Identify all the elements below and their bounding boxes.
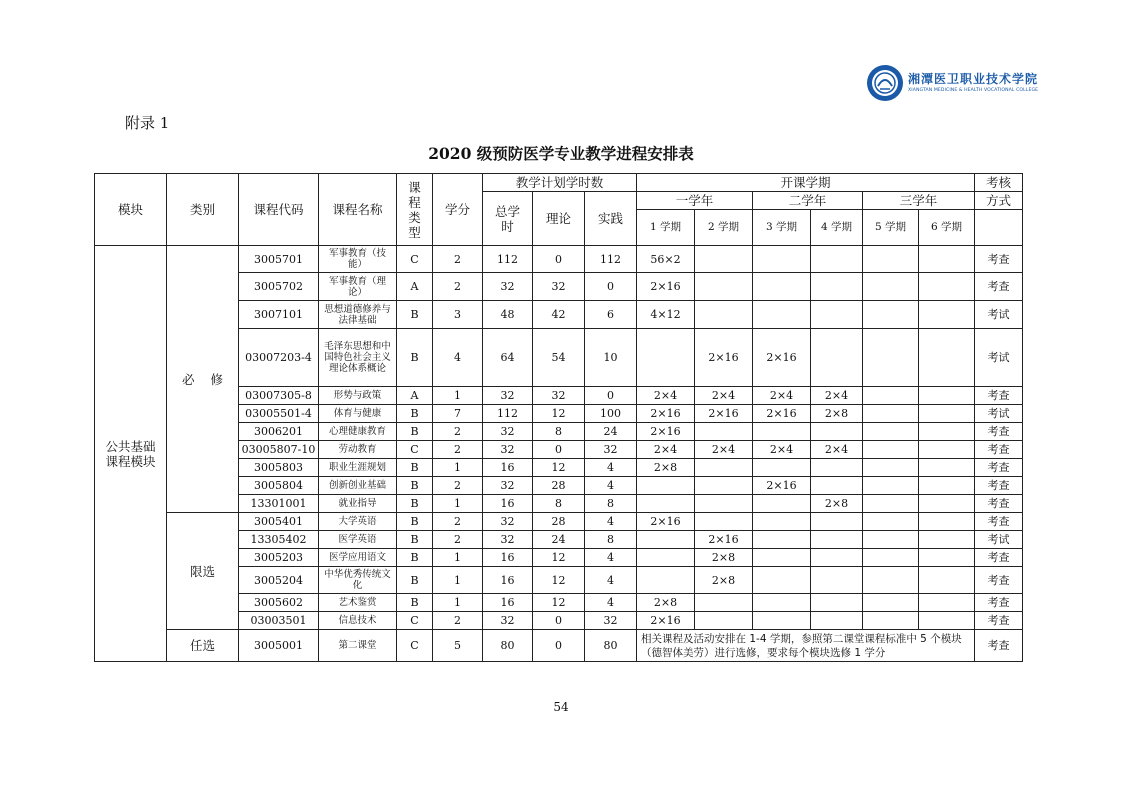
cell-exam: 考查 [975,630,1023,662]
table-row [95,513,1023,531]
cell-s1: 56×2 [637,246,695,273]
cell-s4 [811,301,863,329]
category-required: 必 修 [167,246,239,513]
cell-s5 [863,567,919,594]
cell-practice: 8 [585,495,637,513]
cell-s6 [919,387,975,405]
header-type: 课程类型 [397,174,433,246]
cell-total: 112 [483,405,533,423]
header-semester-group: 开课学期 [637,174,975,192]
cell-s2 [695,612,753,630]
header-hours-group: 教学计划学时数 [483,174,637,192]
cell-code: 03007203-4 [239,329,319,387]
cell-s3: 2×16 [753,329,811,387]
cell-s1: 2×8 [637,594,695,612]
cell-s3 [753,594,811,612]
cell-total: 48 [483,301,533,329]
header-module: 模块 [95,174,167,246]
cell-theory: 42 [533,301,585,329]
cell-total: 112 [483,246,533,273]
cell-credit: 1 [433,495,483,513]
cell-s4: 2×4 [811,441,863,459]
cell-s6 [919,495,975,513]
cell-name: 艺术鉴赏 [319,594,397,612]
page-title: 2020 级预防医学专业教学进程安排表 [428,144,694,163]
header-code: 课程代码 [239,174,319,246]
cell-type: B [397,495,433,513]
cell-credit: 7 [433,405,483,423]
cell-type: B [397,329,433,387]
header-sem6: 6 学期 [919,210,975,246]
cell-code: 3005602 [239,594,319,612]
cell-s4: 2×8 [811,405,863,423]
header-exam-bottom: 方式 [975,192,1023,210]
cell-s5 [863,513,919,531]
cell-s6 [919,477,975,495]
cell-s4: 2×4 [811,387,863,405]
cell-total: 32 [483,477,533,495]
cell-total: 32 [483,612,533,630]
cell-name: 思想道德修养与法律基础 [319,301,397,329]
cell-theory: 12 [533,594,585,612]
cell-s1: 2×16 [637,513,695,531]
cell-total: 16 [483,459,533,477]
cell-credit: 2 [433,423,483,441]
cell-name: 体育与健康 [319,405,397,423]
cell-total: 32 [483,441,533,459]
cell-theory: 12 [533,459,585,477]
header-year3: 三学年 [863,192,975,210]
cell-s6 [919,423,975,441]
cell-s4 [811,531,863,549]
header-exam-blank [975,210,1023,246]
cell-exam: 考查 [975,459,1023,477]
cell-code: 03007305-8 [239,387,319,405]
cell-s2: 2×16 [695,405,753,423]
cell-type: B [397,459,433,477]
cell-practice: 4 [585,549,637,567]
header-sem3: 3 学期 [753,210,811,246]
cell-s5 [863,549,919,567]
cell-theory: 32 [533,387,585,405]
cell-exam: 考查 [975,423,1023,441]
cell-s6 [919,273,975,301]
cell-s1: 4×12 [637,301,695,329]
logo-text-en: XIANGTAN MEDICINE & HEALTH VOCATIONAL COLLEGE [908,88,1039,93]
cell-theory: 12 [533,567,585,594]
cell-name: 大学英语 [319,513,397,531]
cell-s1 [637,477,695,495]
cell-total: 64 [483,329,533,387]
cell-exam: 考查 [975,549,1023,567]
cell-type: B [397,513,433,531]
cell-total: 16 [483,594,533,612]
cell-s6 [919,405,975,423]
cell-code: 3005001 [239,630,319,662]
cell-total: 32 [483,423,533,441]
logo-text-cn: 湘潭医卫职业技术学院 [908,72,1039,86]
cell-practice: 8 [585,531,637,549]
category-limited: 限选 [167,513,239,630]
cell-theory: 28 [533,477,585,495]
cell-code: 03005807-10 [239,441,319,459]
cell-s1: 2×8 [637,459,695,477]
cell-practice: 4 [585,513,637,531]
college-emblem-icon [866,64,904,102]
cell-s1: 2×16 [637,612,695,630]
cell-exam: 考查 [975,387,1023,405]
cell-s2 [695,594,753,612]
cell-code: 3006201 [239,423,319,441]
cell-s3: 2×4 [753,387,811,405]
cell-type: A [397,273,433,301]
cell-s2 [695,423,753,441]
cell-exam: 考查 [975,513,1023,531]
cell-s2: 2×4 [695,387,753,405]
cell-s3 [753,612,811,630]
cell-practice: 4 [585,459,637,477]
cell-s1 [637,549,695,567]
cell-code: 13305402 [239,531,319,549]
cell-total: 16 [483,495,533,513]
cell-exam: 考查 [975,612,1023,630]
cell-s5 [863,246,919,273]
cell-s3 [753,459,811,477]
cell-s1: 2×4 [637,387,695,405]
cell-s2 [695,246,753,273]
cell-credit: 1 [433,387,483,405]
cell-s3 [753,513,811,531]
header-sem1: 1 学期 [637,210,695,246]
cell-type: B [397,594,433,612]
table-header [95,174,1023,246]
cell-exam: 考试 [975,405,1023,423]
cell-theory: 28 [533,513,585,531]
cell-theory: 8 [533,423,585,441]
cell-type: C [397,612,433,630]
cell-s5 [863,594,919,612]
cell-total: 32 [483,387,533,405]
cell-s4 [811,273,863,301]
cell-credit: 2 [433,441,483,459]
cell-code: 3005203 [239,549,319,567]
cell-type: B [397,531,433,549]
cell-s3 [753,246,811,273]
cell-credit: 2 [433,273,483,301]
cell-credit: 4 [433,329,483,387]
cell-s3: 2×16 [753,405,811,423]
cell-s1 [637,531,695,549]
cell-name: 就业指导 [319,495,397,513]
cell-credit: 1 [433,594,483,612]
cell-s2 [695,477,753,495]
cell-type: B [397,405,433,423]
cell-s3 [753,567,811,594]
cell-s2 [695,459,753,477]
cell-type: B [397,423,433,441]
cell-s2 [695,273,753,301]
cell-s6 [919,513,975,531]
cell-total: 16 [483,549,533,567]
cell-s6 [919,612,975,630]
cell-s4 [811,513,863,531]
cell-s3: 2×4 [753,441,811,459]
header-credit: 学分 [433,174,483,246]
cell-code: 3005702 [239,273,319,301]
cell-credit: 2 [433,513,483,531]
cell-code: 3005701 [239,246,319,273]
header-total-hours: 总学时 [483,192,533,246]
cell-name: 医学应用语文 [319,549,397,567]
cell-name: 毛泽东思想和中国特色社会主义理论体系概论 [319,329,397,387]
cell-theory: 24 [533,531,585,549]
cell-s1: 2×16 [637,273,695,301]
cell-theory: 32 [533,273,585,301]
cell-s6 [919,594,975,612]
cell-code: 3005803 [239,459,319,477]
cell-total: 32 [483,513,533,531]
cell-s1: 2×16 [637,423,695,441]
cell-credit: 1 [433,459,483,477]
header-category: 类别 [167,174,239,246]
cell-practice: 112 [585,246,637,273]
cell-name: 第二课堂 [319,630,397,662]
cell-theory: 0 [533,612,585,630]
cell-name: 军事教育（理论） [319,273,397,301]
category-elective: 任选 [167,630,239,662]
cell-credit: 2 [433,477,483,495]
cell-s1 [637,329,695,387]
cell-name: 中华优秀传统文化 [319,567,397,594]
cell-name: 形势与政策 [319,387,397,405]
teaching-plan-table [94,173,1023,662]
cell-code: 03003501 [239,612,319,630]
cell-s3 [753,301,811,329]
cell-type: B [397,477,433,495]
cell-s3 [753,273,811,301]
cell-practice: 32 [585,612,637,630]
cell-s6 [919,441,975,459]
cell-s1 [637,495,695,513]
cell-s5 [863,495,919,513]
header-sem4: 4 学期 [811,210,863,246]
header-exam-top: 考核 [975,174,1023,192]
cell-s3 [753,531,811,549]
cell-exam: 考查 [975,477,1023,495]
cell-theory: 0 [533,246,585,273]
cell-name: 军事教育（技能） [319,246,397,273]
cell-s3 [753,423,811,441]
cell-total: 32 [483,531,533,549]
cell-s2 [695,513,753,531]
cell-credit: 5 [433,630,483,662]
cell-s4 [811,423,863,441]
cell-elective-note: 相关课程及活动安排在 1-4 学期，参照第二课堂课程标准中 5 个模块（德智体美劳）进行选修，要求每个模块选修 1 学分 [637,630,975,662]
cell-exam: 考查 [975,567,1023,594]
cell-s5 [863,301,919,329]
cell-s2: 2×16 [695,329,753,387]
cell-exam: 考查 [975,246,1023,273]
cell-s2: 2×8 [695,549,753,567]
cell-name: 信息技术 [319,612,397,630]
cell-s4 [811,594,863,612]
cell-exam: 考试 [975,531,1023,549]
cell-type: A [397,387,433,405]
cell-s2: 2×16 [695,531,753,549]
cell-total: 80 [483,630,533,662]
cell-s5 [863,441,919,459]
cell-theory: 12 [533,405,585,423]
cell-s5 [863,612,919,630]
cell-code: 3007101 [239,301,319,329]
cell-theory: 0 [533,441,585,459]
cell-exam: 考试 [975,329,1023,387]
cell-exam: 考试 [975,301,1023,329]
cell-exam: 考查 [975,495,1023,513]
cell-credit: 1 [433,567,483,594]
header-year1: 一学年 [637,192,753,210]
cell-theory: 8 [533,495,585,513]
cell-s5 [863,477,919,495]
cell-credit: 2 [433,246,483,273]
cell-total: 16 [483,567,533,594]
cell-s3: 2×16 [753,477,811,495]
cell-s5 [863,423,919,441]
cell-type: B [397,567,433,594]
cell-practice: 100 [585,405,637,423]
cell-theory: 0 [533,630,585,662]
cell-s5 [863,273,919,301]
cell-exam: 考查 [975,594,1023,612]
cell-theory: 54 [533,329,585,387]
cell-s1: 2×4 [637,441,695,459]
cell-practice: 32 [585,441,637,459]
cell-s6 [919,531,975,549]
cell-s4 [811,329,863,387]
cell-s6 [919,567,975,594]
cell-credit: 3 [433,301,483,329]
table-row [95,630,1023,662]
cell-s6 [919,246,975,273]
cell-credit: 2 [433,612,483,630]
cell-type: B [397,549,433,567]
header-sem5: 5 学期 [863,210,919,246]
cell-s2: 2×8 [695,567,753,594]
cell-practice: 0 [585,273,637,301]
table-row [95,246,1023,273]
cell-name: 医学英语 [319,531,397,549]
cell-s1 [637,567,695,594]
cell-practice: 4 [585,567,637,594]
cell-name: 创新创业基础 [319,477,397,495]
cell-practice: 24 [585,423,637,441]
college-logo [866,64,1039,104]
cell-s5 [863,531,919,549]
cell-s2: 2×4 [695,441,753,459]
cell-s4 [811,612,863,630]
cell-name: 职业生涯规划 [319,459,397,477]
cell-s5 [863,405,919,423]
cell-exam: 考查 [975,441,1023,459]
cell-code: 03005501-4 [239,405,319,423]
cell-credit: 1 [433,549,483,567]
cell-total: 32 [483,273,533,301]
cell-code: 3005804 [239,477,319,495]
header-theory: 理论 [533,192,585,246]
cell-s5 [863,459,919,477]
cell-practice: 0 [585,387,637,405]
header-practice: 实践 [585,192,637,246]
cell-s6 [919,329,975,387]
cell-theory: 12 [533,549,585,567]
cell-s1: 2×16 [637,405,695,423]
cell-name: 劳动教育 [319,441,397,459]
cell-s4 [811,459,863,477]
cell-s4: 2×8 [811,495,863,513]
header-sem2: 2 学期 [695,210,753,246]
header-name: 课程名称 [319,174,397,246]
table-body [95,246,1023,662]
cell-s5 [863,329,919,387]
page-number: 54 [553,700,569,714]
cell-s6 [919,459,975,477]
cell-code: 3005204 [239,567,319,594]
appendix-label: 附录 1 [125,114,170,132]
cell-code: 3005401 [239,513,319,531]
cell-type: C [397,441,433,459]
cell-s4 [811,549,863,567]
cell-practice: 10 [585,329,637,387]
cell-practice: 4 [585,594,637,612]
module-cell: 公共基础课程模块 [95,246,167,662]
cell-type: B [397,301,433,329]
cell-s4 [811,246,863,273]
cell-s3 [753,495,811,513]
cell-type: C [397,246,433,273]
cell-practice: 6 [585,301,637,329]
cell-s6 [919,549,975,567]
cell-practice: 4 [585,477,637,495]
cell-s4 [811,477,863,495]
cell-s2 [695,301,753,329]
cell-practice: 80 [585,630,637,662]
cell-code: 13301001 [239,495,319,513]
cell-type: C [397,630,433,662]
cell-s3 [753,549,811,567]
header-year2: 二学年 [753,192,863,210]
cell-s5 [863,387,919,405]
cell-credit: 2 [433,531,483,549]
cell-exam: 考查 [975,273,1023,301]
cell-s6 [919,301,975,329]
cell-s2 [695,495,753,513]
cell-name: 心理健康教育 [319,423,397,441]
cell-s4 [811,567,863,594]
